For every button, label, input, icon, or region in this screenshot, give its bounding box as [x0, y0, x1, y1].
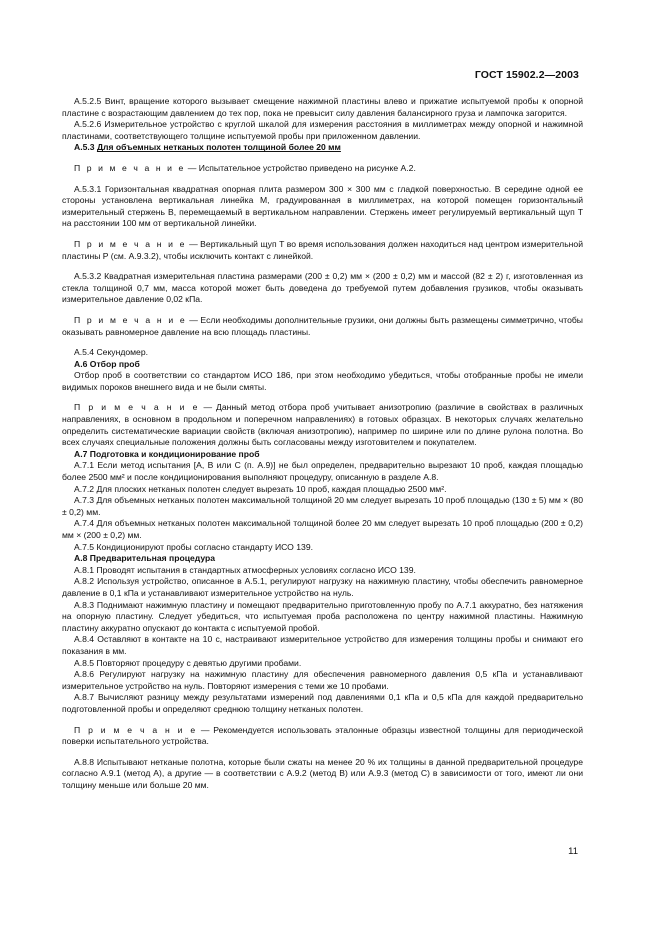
clause-a73: А.7.3 Для объемных нетканых полотен максимальной толщиной 20 мм следует вырезать 10 проб площадью (130 ± 5) мм × (80 ± 0,2) мм. [62, 495, 583, 517]
note-3 [62, 315, 583, 338]
heading-a53-text: Для объемных нетканых полотен толщиной более 20 мм [96, 142, 341, 153]
note-5 [62, 725, 583, 748]
document-code: ГОСТ 15902.2—2003 [474, 69, 579, 81]
note-label: П р и м е ч а н и е [74, 402, 200, 413]
heading-a7: А.7 Подготовка и кондиционирование проб [74, 448, 260, 459]
clause-a54: А.5.4 Секундомер. [74, 347, 148, 358]
note-4-text: — Данный метод отбора проб учитывает анизотропию (различие в свойствах в различных направлениях, в основном в продольном и поперечном направлениях) в готовых образцах. В некоторых случаях желательно определить систематические вариации свойств (включая анизотропию), например по ширине или по длине рулона полотна. Во всех случаях специальные положения должны быть согласованы между изготовителем и покупателем. [62, 402, 583, 448]
clause-a87: А.8.7 Вычисляют разницу между результатами измерений под давлениями 0,1 кПа и 0,5 кПа для каждой предварительно подготовленной пробы и определяют среднюю толщину нетканых полотен. [62, 692, 583, 714]
clause-a6: Отбор проб в соответствии со стандартом ИСО 186, при этом необходимо убедиться, чтобы отобранные пробы не имели видимых пороков внешнего вида и не были смяты. [62, 370, 583, 392]
clause-a83: А.8.3 Поднимают нажимную пластину и помещают предварительно приготовленную пробу по А.7.1 аккуратно, без натяжения на опорную пластину. Следует убедиться, что испытуемая проба расположена по центру нажимной пластины. Нажимную пластину аккуратно опускают до контакта с испытуемой пробой. [62, 599, 583, 633]
note-1-text: — Испытательное устройство приведено на рисунке А.2. [185, 162, 416, 173]
clause-a81: А.8.1 Проводят испытания в стандартных атмосферных условиях согласно ИСО 139. [74, 564, 416, 575]
document-body [62, 96, 583, 791]
heading-a53-number: А.5.3 [74, 142, 95, 153]
note-1 [62, 163, 583, 175]
note-label: П р и м е ч а н и е [74, 724, 198, 735]
clause-a82: А.8.2 Используя устройство, описанное в А.5.1, регулируют нагрузку на нажимную пластину, чтобы обеспечить равномерное давление в 0,1 кПа и устанавливают измерительное устройство на нуль. [62, 576, 583, 598]
clause-a74: А.7.4 Для объемных нетканых полотен максимальной толщиной более 20 мм следует вырезать 10 проб площадью (200 ± 0,2) мм × (200 ± 0,2) мм. [62, 518, 583, 540]
clause-a531: А.5.3.1 Горизонтальная квадратная опорная плита размером 300 × 300 мм с гладкой поверхностью. В середине одной ее стороны установлена вертикальная линейка M, градуированная в миллиметрах, на которой помещен горизонтальный измерительный стержень B, перемещаемый в вертикальном направлении. Стержень имеет регулируемый вертикальный щуп T на расстоянии 100 мм от вертикальной линейки. [62, 183, 583, 229]
note-label: П р и м е ч а н и е [74, 162, 186, 173]
note-label: П р и м е ч а н и е [74, 238, 187, 249]
clause-a86: А.8.6 Регулируют нагрузку на нажимную пластину для обеспечения равномерного давления 0,5 кПа и устанавливают измерительное устройство на нуль. Повторяют измерения с теми же 10 пробами. [62, 669, 583, 691]
clause-a526: А.5.2.6 Измерительное устройство с круглой шкалой для измерения расстояния в миллиметрах между опорной и нажимной пластинами, соответствующего толщине испытуемой пробы при приложенном давлении. [62, 119, 583, 141]
clause-a72: А.7.2 Для плоских нетканых полотен следует вырезать 10 проб, каждая площадью 2500 мм². [74, 483, 447, 494]
note-2-text: — Вертикальный щуп T во время использования должен находиться над центром измерительной пластины P (см. А.9.3.2), чтобы исключить контакт с линейкой. [62, 238, 583, 261]
note-2 [62, 239, 583, 262]
note-3-text: — Если необходимы дополнительные грузики, они должны быть размещены симметрично, чтобы оказывать равномерное давление на всю площадь пластины. [62, 314, 583, 337]
note-5-text: — Рекомендуется использовать эталонные образцы известной толщины для периодической поверки испытательного устройства. [62, 724, 583, 747]
heading-a6: А.6 Отбор проб [74, 358, 140, 369]
note-label: П р и м е ч а н и е [74, 314, 187, 325]
clause-a71: А.7.1 Если метод испытания [А, В или С (п. А.9)] не был определен, предварительно вырезают 10 проб, каждая площадью более 2500 мм² и после кондиционирования выполняют процедуру, описанную в разделе А.8. [62, 460, 583, 483]
heading-a53 [62, 142, 583, 154]
note-4 [62, 402, 583, 448]
clause-a84: А.8.4 Оставляют в контакте на 10 с, настраивают измерительное устройство для измерения толщины пробы и снимают его показания в мм. [62, 634, 583, 656]
heading-a8: А.8 Предварительная процедура [74, 553, 216, 564]
clause-a525: А.5.2.5 Винт, вращение которого вызывает смещение нажимной пластины влево и прижатие испытуемой пробы к опорной пластине с возрастающим давлением до тех пор, пока не превысит силу давления балансирного груза и лампочка загорится. [62, 96, 583, 118]
clause-a85: А.8.5 Повторяют процедуру с девятью другими пробами. [74, 657, 302, 668]
clause-a88: А.8.8 Испытывают нетканые полотна, которые были сжаты на менее 20 % их толщины в данной предварительной процедуре согласно А.9.1 (метод А), а другие — в соответствии с А.9.2 (метод В) или А.9.3 (метод С) в зависимости от того, имеют ли они толщину меньше или больше 20 мм. [62, 756, 583, 790]
clause-a75: А.7.5 Кондиционируют пробы согласно стандарту ИСО 139. [74, 541, 313, 552]
clause-a532: А.5.3.2 Квадратная измерительная пластина размерами (200 ± 0,2) мм × (200 ± 0,2) мм и массой (82 ± 2) г, изготовленная из стекла толщиной 0,7 мм, масса которой может быть доведена до требуемой путем добавления грузиков, чтобы оказывать измерительное давление 0,02 кПа. [62, 271, 583, 305]
page-number: 11 [568, 846, 578, 857]
